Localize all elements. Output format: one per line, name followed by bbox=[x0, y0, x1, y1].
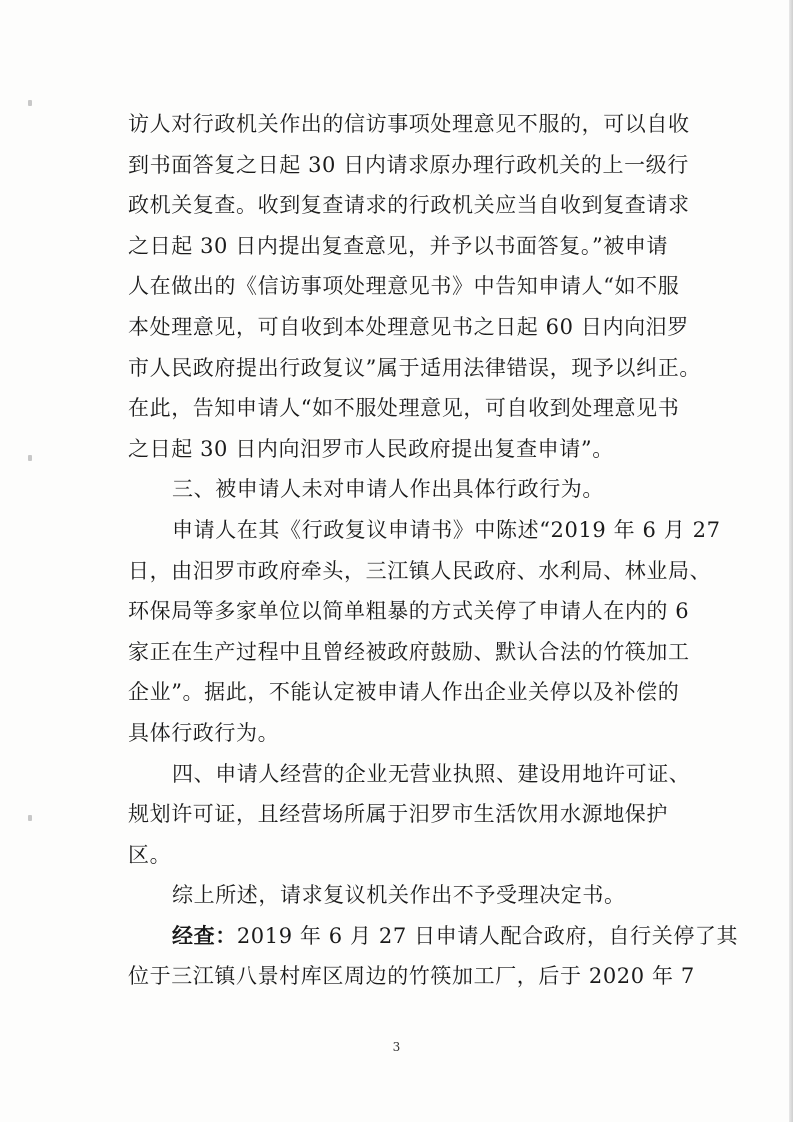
text-line: 政机关复查。收到复查请求的行政机关应当自收到复查请求 bbox=[128, 193, 690, 218]
text-line: 之日起 30 日内提出复查意见，并予以书面答复。”被申请 bbox=[128, 233, 669, 258]
scan-edge bbox=[789, 0, 793, 1122]
page-number: 3 bbox=[392, 1040, 401, 1054]
margin-mark bbox=[28, 100, 32, 106]
text-line: 区。 bbox=[128, 842, 172, 867]
text-line: 日，由汨罗市政府牵头，三江镇人民政府、水利局、林业局、 bbox=[128, 558, 712, 583]
text-line: 企业”。据此，不能认定被申请人作出企业关停以及补偿的 bbox=[128, 680, 680, 705]
text-line: 访人对行政机关作出的信访事项处理意见不服的，可以自收 bbox=[128, 112, 690, 136]
text-line: 具体行政行为。 bbox=[128, 720, 280, 745]
text-line: 位于三江镇八景村库区周边的竹筷加工厂，后于 2020 年 7 bbox=[128, 964, 695, 989]
text-line: 在此，告知申请人“如不服处理意见，可自收到处理意见书 bbox=[128, 396, 680, 421]
document-body bbox=[128, 104, 739, 997]
finding-line bbox=[128, 916, 739, 957]
finding-label: 经查： bbox=[172, 922, 237, 948]
text-line: 之日起 30 日内向汨罗市人民政府提出复查申请”。 bbox=[128, 436, 614, 461]
text-line: 到书面答复之日起 30 日内请求原办理行政机关的上一级行 bbox=[128, 152, 689, 177]
text-line: 人在做出的《信访事项处理意见书》中告知申请人“如不服 bbox=[128, 274, 680, 299]
text-line: 综上所述，请求复议机关作出不予受理决定书。 bbox=[172, 883, 626, 908]
text-line: 环保局等多家单位以简单粗暴的方式关停了申请人在内的 6 bbox=[128, 599, 690, 624]
text-line: 本处理意见，可自收到本处理意见书之日起 60 日内向汨罗 bbox=[128, 314, 689, 339]
finding-text: 2019 年 6 月 27 日申请人配合政府，自行关停了其 bbox=[236, 923, 739, 948]
section-heading: 四、申请人经营的企业无营业执照、建设用地许可证、 bbox=[172, 761, 691, 786]
section-heading: 三、被申请人未对申请人作出具体行政行为。 bbox=[172, 477, 604, 502]
margin-mark bbox=[28, 455, 32, 461]
text-line: 申请人在其《行政复议申请书》中陈述“2019 年 6 月 27 bbox=[172, 517, 721, 542]
text-line: 家正在生产过程中且曾经被政府鼓励、默认合法的竹筷加工 bbox=[128, 639, 690, 664]
margin-mark bbox=[28, 815, 32, 821]
text-line: 规划许可证，且经营场所属于汨罗市生活饮用水源地保护 bbox=[128, 802, 668, 827]
text-line: 市人民政府提出行政复议”属于适用法律错误，现予以纠正。 bbox=[128, 355, 701, 380]
